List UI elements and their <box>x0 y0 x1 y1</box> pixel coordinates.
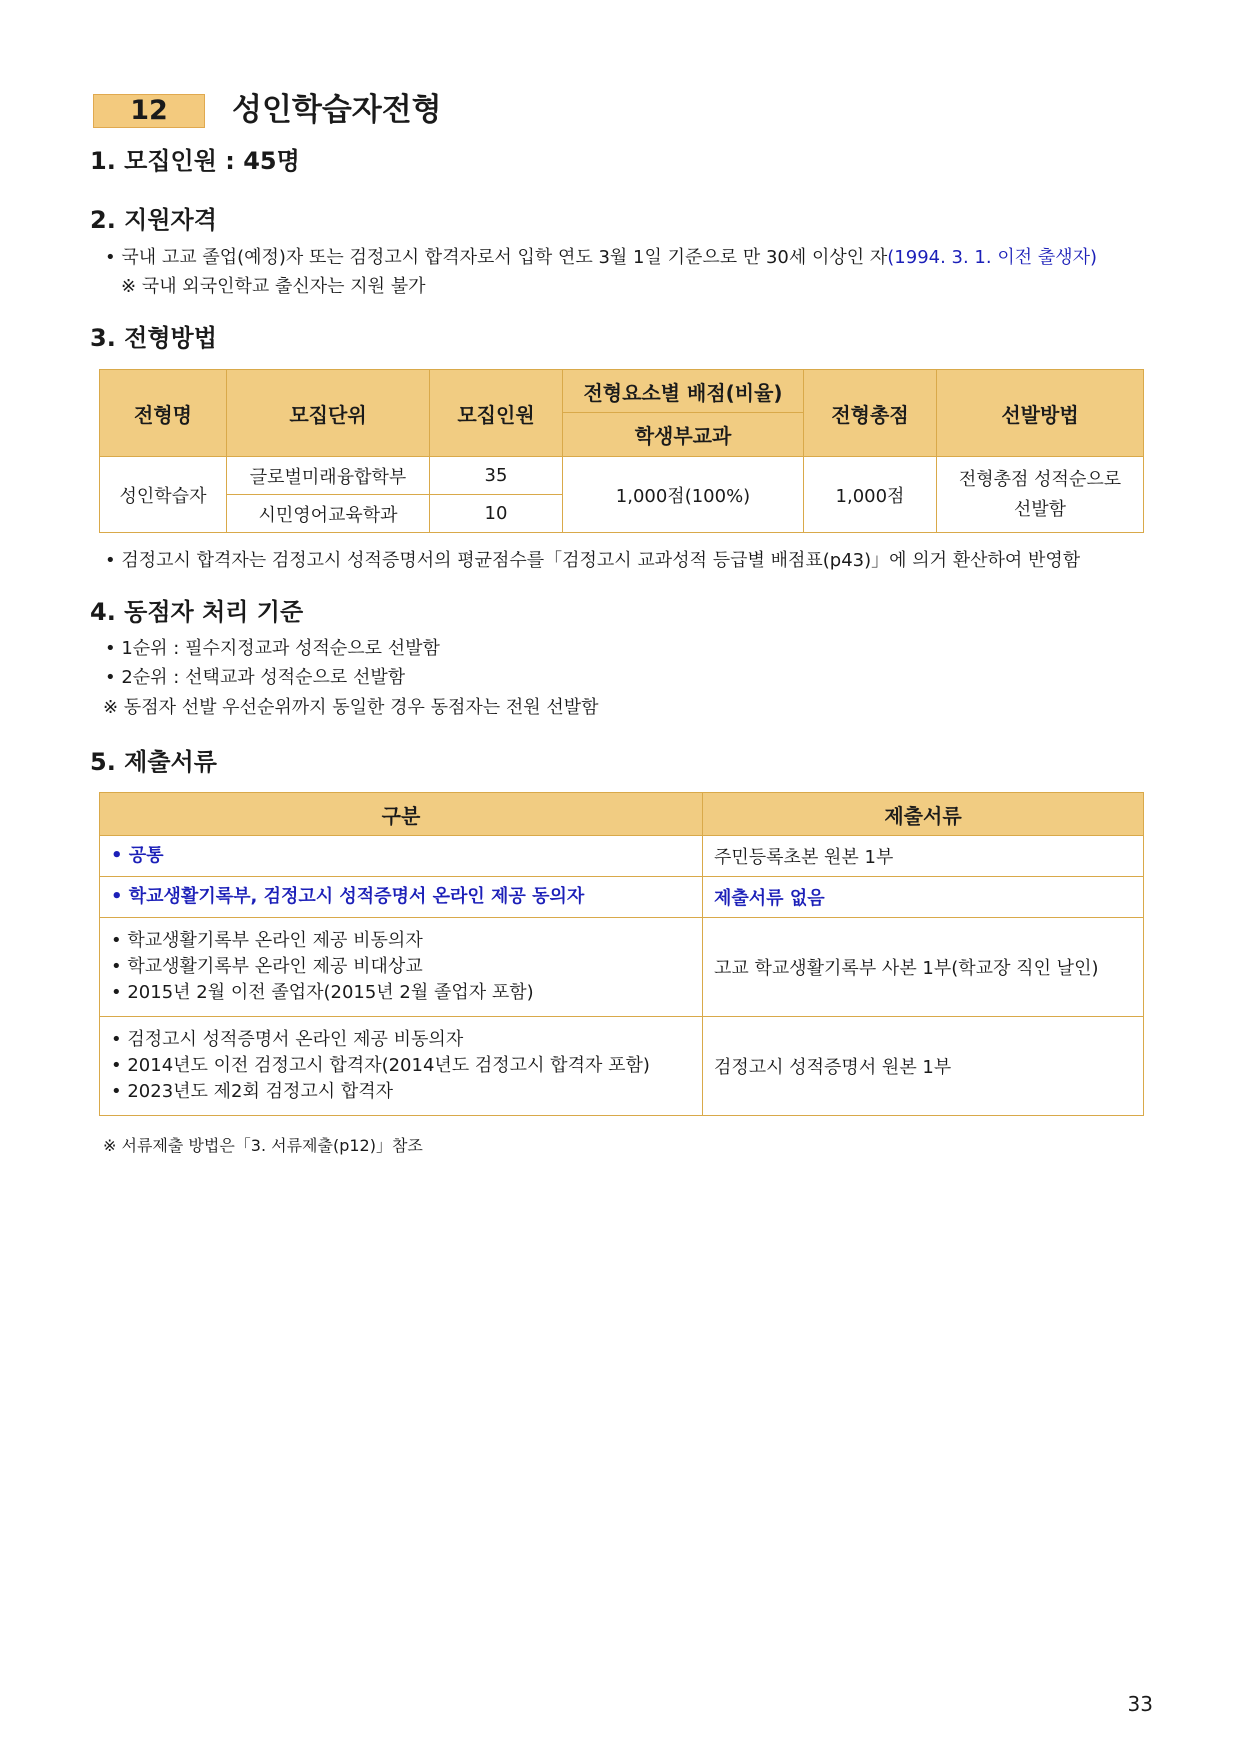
th-element: 전형요소별 배점(비율) <box>563 370 804 413</box>
method-line-2: 선발함 <box>1013 498 1067 520</box>
category-item: • 2014년도 이전 검정고시 합격자(2014년도 검정고시 합격자 포함) <box>111 1055 650 1076</box>
cell-method <box>937 457 1144 533</box>
cell-total: 1,000점 <box>804 457 937 533</box>
cell-score: 1,000점(100%) <box>563 457 804 533</box>
documents-note: ※ 서류제출 방법은「3. 서류제출(p12)」참조 <box>103 1136 423 1155</box>
th-docs: 제출서류 <box>703 793 1144 836</box>
tiebreak-note: ※ 동점자 선발 우선순위까지 동일한 경우 동점자는 전원 선발함 <box>103 697 599 718</box>
section-heading-recruitment: 1. 모집인원 : 45명 <box>90 147 300 175</box>
category-item: • 학교생활기록부 온라인 제공 비대상교 <box>111 956 423 977</box>
section-heading-tiebreak: 4. 동점자 처리 기준 <box>90 598 304 626</box>
section-heading-method: 3. 전형방법 <box>90 324 217 352</box>
th-category: 구분 <box>100 793 703 836</box>
doc-row-ged-docs: 검정고시 성적증명서 원본 1부 <box>703 1017 1144 1116</box>
cell-count-2: 10 <box>430 495 563 533</box>
doc-row-record-category <box>100 918 703 1017</box>
eligibility-note: ※ 국내 외국인학교 출신자는 지원 불가 <box>121 276 426 297</box>
eligibility-line <box>105 245 1097 271</box>
method-line-1: 전형총점 성적순으로 <box>958 468 1122 490</box>
th-name: 전형명 <box>100 370 227 457</box>
doc-row-consent-docs: 제출서류 없음 <box>703 877 1144 918</box>
doc-row-record-docs: 고교 학교생활기록부 사본 1부(학교장 직인 날인) <box>703 918 1144 1017</box>
category-item: • 2023년도 제2회 검정고시 합격자 <box>111 1081 394 1102</box>
th-unit: 모집단위 <box>227 370 430 457</box>
th-sub: 학생부교과 <box>563 413 804 457</box>
th-method: 선발방법 <box>937 370 1144 457</box>
tiebreak-line-1: • 1순위 : 필수지정교과 성적순으로 선발함 <box>105 638 440 659</box>
category-item: • 학교생활기록부, 검정고시 성적증명서 온라인 제공 동의자 <box>111 886 585 907</box>
page-number: 33 <box>1127 1692 1153 1716</box>
section-heading-documents: 5. 제출서류 <box>90 748 217 776</box>
doc-row-consent-category <box>100 877 703 918</box>
method-note: • 검정고시 합격자는 검정고시 성적증명서의 평균점수를「검정고시 교과성적 등급별 배점표(p43)」에 의거 환산하여 반영함 <box>105 550 1081 571</box>
page-title: 성인학습자전형 <box>232 92 442 128</box>
cell-count-1: 35 <box>430 457 563 495</box>
selection-method-table <box>99 369 1144 533</box>
doc-row-common-category <box>100 836 703 877</box>
tiebreak-line-2: • 2순위 : 선택교과 성적순으로 선발함 <box>105 667 406 688</box>
section-heading-eligibility: 2. 지원자격 <box>90 206 217 234</box>
category-item: • 2015년 2월 이전 졸업자(2015년 2월 졸업자 포함) <box>111 982 534 1003</box>
cell-unit-2: 시민영어교육학과 <box>227 495 430 533</box>
th-total: 전형총점 <box>804 370 937 457</box>
cell-name: 성인학습자 <box>100 457 227 533</box>
category-item: • 검정고시 성적증명서 온라인 제공 비동의자 <box>111 1029 464 1050</box>
eligibility-text: • 국내 고교 졸업(예정)자 또는 검정고시 합격자로서 입학 연도 3월 1일 기준으로 만 30세 이상인 자 <box>105 247 888 268</box>
section-number-badge: 12 <box>93 94 205 128</box>
doc-row-ged-category <box>100 1017 703 1116</box>
th-count: 모집인원 <box>430 370 563 457</box>
doc-row-common-docs: 주민등록초본 원본 1부 <box>703 836 1144 877</box>
eligibility-birthdate: (1994. 3. 1. 이전 출생자) <box>887 247 1098 268</box>
category-item: • 공통 <box>111 845 164 866</box>
documents-table <box>99 792 1144 1116</box>
category-item: • 학교생활기록부 온라인 제공 비동의자 <box>111 930 423 951</box>
cell-unit-1: 글로벌미래융합학부 <box>227 457 430 495</box>
